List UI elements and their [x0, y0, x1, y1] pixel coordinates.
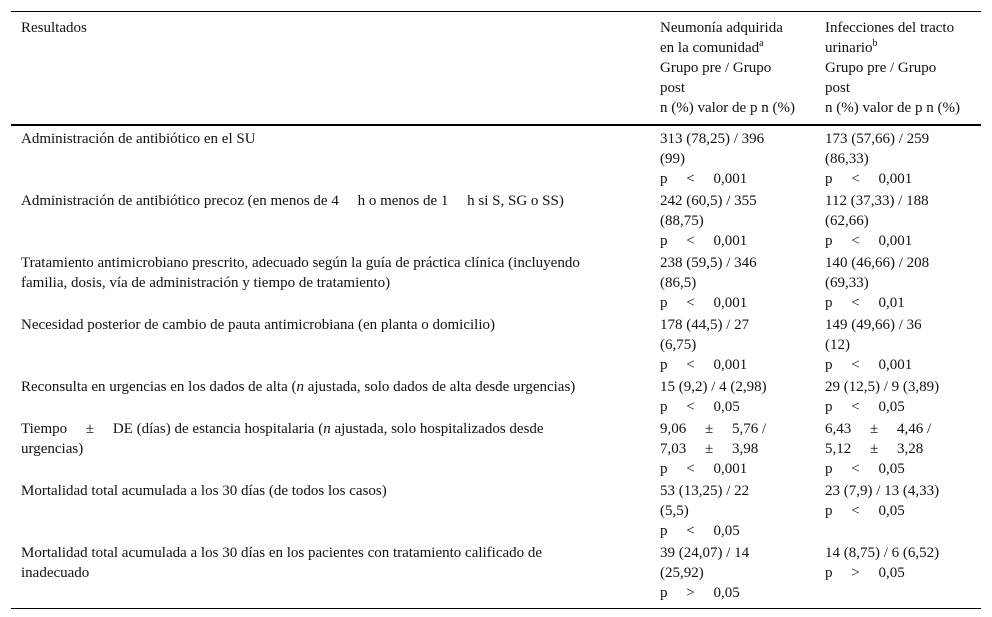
table-row [11, 314, 981, 376]
header-nac-line3: Grupo pre / Grupo [660, 60, 772, 76]
row-label [11, 542, 650, 609]
nac-value-cont: (5,5) [660, 503, 689, 519]
header-nac [650, 12, 815, 126]
nac-cell [650, 376, 815, 418]
table-row [11, 542, 981, 609]
itu-p-value: p < 0,05 [825, 503, 905, 519]
nac-p-value: p < 0,001 [660, 295, 748, 311]
header-itu-line3: Grupo pre / Grupo [825, 60, 937, 76]
header-itu-line4: post [825, 80, 851, 96]
itu-value: 29 (12,5) / 9 (3,89) [825, 379, 940, 395]
itu-p-value: p < 0,001 [825, 357, 913, 373]
header-nac-line4: post [660, 80, 686, 96]
nac-p-value: p < 0,05 [660, 523, 740, 539]
itu-p-value: p < 0,001 [825, 233, 913, 249]
itu-value: 6,43 ± 4,46 / [825, 421, 932, 437]
itu-cell [815, 542, 981, 609]
nac-p-value: p < 0,001 [660, 357, 748, 373]
nac-cell [650, 542, 815, 609]
row-label-text-b: ajustada, solo hospitalizados desde [330, 421, 544, 437]
header-resultados [11, 12, 650, 126]
nac-value-cont: (25,92) [660, 565, 704, 581]
itu-value: 112 (37,33) / 188 [825, 193, 929, 209]
itu-cell [815, 418, 981, 480]
header-itu-line2-text: urinario [825, 40, 873, 56]
footnote-b: b [872, 38, 878, 49]
nac-value-cont: (86,5) [660, 275, 697, 291]
header-itu-line5: n (%) valor de p n (%) [825, 100, 960, 116]
table-body [11, 125, 981, 609]
nac-cell [650, 190, 815, 252]
itu-cell [815, 376, 981, 418]
header-itu [815, 12, 981, 126]
row-label-text: Mortalidad total acumulada a los 30 días (de todos los casos) [21, 483, 387, 499]
row-label-text: Reconsulta en urgencias en los dados de alta ( [21, 379, 297, 395]
row-label-text: Mortalidad total acumulada a los 30 días en los pacientes con tratamiento calificado de [21, 545, 543, 561]
row-label [11, 190, 650, 252]
row-label [11, 418, 650, 480]
nac-value-cont: (88,75) [660, 213, 704, 229]
itu-value-cont: (12) [825, 337, 850, 353]
nac-value-cont: (99) [660, 151, 685, 167]
row-label-text: Administración de antibiótico precoz (en menos de 4 h o menos de 1 h si S, SG o SS) [21, 193, 564, 209]
itu-value-cont: 5,12 ± 3,28 [825, 441, 924, 457]
nac-value-cont: (6,75) [660, 337, 697, 353]
nac-cell [650, 252, 815, 314]
row-label-text-rest: ajustada, solo dados de alta desde urgencias) [303, 379, 576, 395]
nac-value: 9,06 ± 5,76 / [660, 421, 767, 437]
itu-p-value: p < 0,05 [825, 399, 905, 415]
itu-p-value: p < 0,001 [825, 171, 913, 187]
table-row [11, 376, 981, 418]
header-nac-line1: Neumonía adquirida [660, 20, 783, 36]
itu-cell [815, 190, 981, 252]
nac-cell [650, 314, 815, 376]
header-nac-line5: n (%) valor de p n (%) [660, 100, 795, 116]
itu-value: 23 (7,9) / 13 (4,33) [825, 483, 940, 499]
nac-value: 178 (44,5) / 27 [660, 317, 750, 333]
row-label [11, 314, 650, 376]
row-label-text-a: Tiempo ± DE (días) de estancia hospitalaria ( [21, 421, 324, 437]
itu-value-cont: (69,33) [825, 275, 869, 291]
row-label-italic: n [296, 379, 304, 395]
results-table-container [11, 11, 981, 609]
results-table [11, 11, 981, 609]
header-itu-line2 [825, 38, 971, 58]
nac-p-value: p < 0,001 [660, 461, 748, 477]
row-label-text [21, 419, 640, 439]
row-label-text: Administración de antibiótico en el SU [21, 131, 256, 147]
itu-cell [815, 252, 981, 314]
table-header [11, 12, 981, 126]
table-row [11, 418, 981, 480]
nac-p-value: p < 0,001 [660, 171, 748, 187]
nac-value: 238 (59,5) / 346 [660, 255, 757, 271]
nac-value: 15 (9,2) / 4 (2,98) [660, 379, 767, 395]
row-label-text: Necesidad posterior de cambio de pauta antimicrobiana (en planta o domicilio) [21, 317, 495, 333]
header-row [11, 12, 981, 126]
row-label-text-cont: urgencias) [21, 441, 84, 457]
header-nac-line2-text: en la comunidad [660, 40, 760, 56]
itu-value: 173 (57,66) / 259 [825, 131, 930, 147]
itu-cell [815, 314, 981, 376]
nac-cell [650, 418, 815, 480]
table-row [11, 252, 981, 314]
nac-p-value: p < 0,05 [660, 399, 740, 415]
footnote-a: a [759, 38, 764, 49]
table-row [11, 190, 981, 252]
itu-value: 140 (46,66) / 208 [825, 255, 930, 271]
itu-value-cont: (86,33) [825, 151, 869, 167]
header-resultados-label: Resultados [21, 20, 87, 36]
itu-value-cont: (62,66) [825, 213, 869, 229]
itu-p-value: p > 0,05 [825, 565, 905, 581]
itu-p-value: p < 0,01 [825, 295, 905, 311]
row-label [11, 376, 650, 418]
row-label-italic: n [323, 421, 331, 437]
itu-value: 14 (8,75) / 6 (6,52) [825, 545, 940, 561]
nac-p-value: p > 0,05 [660, 585, 740, 601]
header-nac-line2 [660, 38, 805, 58]
nac-value: 313 (78,25) / 396 [660, 131, 765, 147]
nac-value: 39 (24,07) / 14 [660, 545, 750, 561]
itu-p-value: p < 0,05 [825, 461, 905, 477]
table-row [11, 125, 981, 190]
nac-cell [650, 480, 815, 542]
itu-cell [815, 480, 981, 542]
row-label-text-cont: familia, dosis, vía de administración y tiempo de tratamiento) [21, 275, 391, 291]
nac-cell [650, 125, 815, 190]
row-label [11, 252, 650, 314]
header-itu-line1: Infecciones del tracto [825, 20, 955, 36]
table-row [11, 480, 981, 542]
nac-value-cont: 7,03 ± 3,98 [660, 441, 759, 457]
itu-cell [815, 125, 981, 190]
row-label-text: Tratamiento antimicrobiano prescrito, adecuado según la guía de práctica clínica (incluyendo [21, 255, 580, 271]
nac-p-value: p < 0,001 [660, 233, 748, 249]
nac-value: 242 (60,5) / 355 [660, 193, 757, 209]
itu-value: 149 (49,66) / 36 [825, 317, 922, 333]
row-label-text-cont: inadecuado [21, 565, 90, 581]
nac-value: 53 (13,25) / 22 [660, 483, 750, 499]
row-label [11, 480, 650, 542]
row-label [11, 125, 650, 190]
